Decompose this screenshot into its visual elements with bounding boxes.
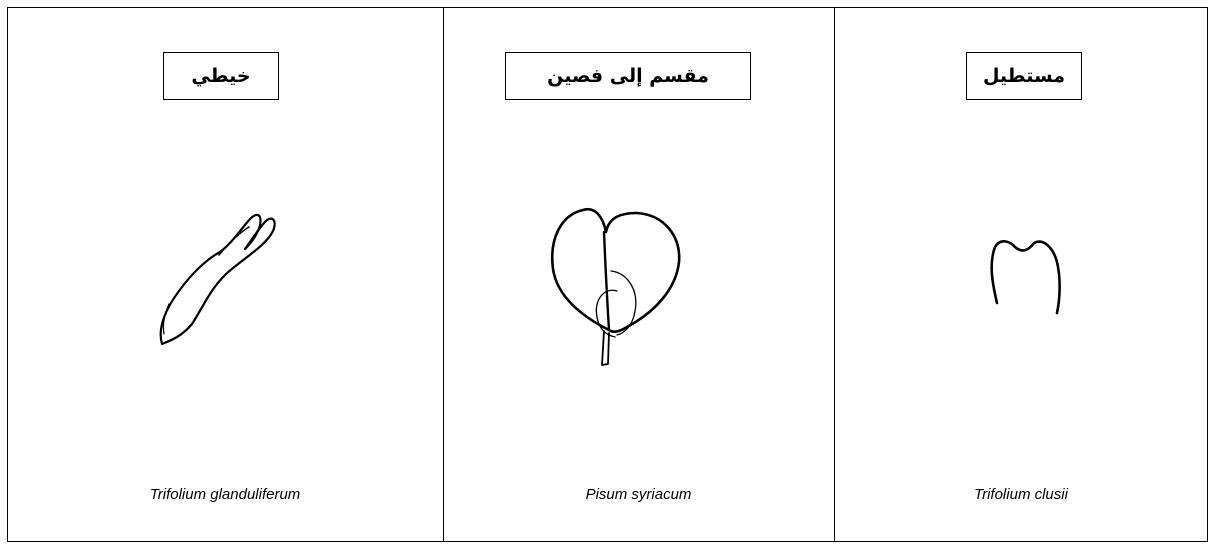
panel-label: مستطيل bbox=[966, 52, 1082, 100]
panel-oblong bbox=[834, 7, 1208, 542]
bilobed-leaf-icon bbox=[443, 7, 834, 542]
species-name: Trifolium glanduliferum bbox=[149, 486, 301, 503]
oblong-notched-leaf-icon bbox=[834, 7, 1208, 542]
panel-bilobed bbox=[443, 7, 834, 542]
species-name: Pisum syriacum bbox=[585, 486, 692, 503]
filiform-leaf-icon bbox=[7, 7, 443, 542]
species-name: Trifolium clusii bbox=[974, 486, 1068, 503]
panel-label: خيطي bbox=[163, 52, 279, 100]
panel-label: مقسم إلى فصين bbox=[505, 52, 751, 100]
panel-filiform bbox=[7, 7, 443, 542]
